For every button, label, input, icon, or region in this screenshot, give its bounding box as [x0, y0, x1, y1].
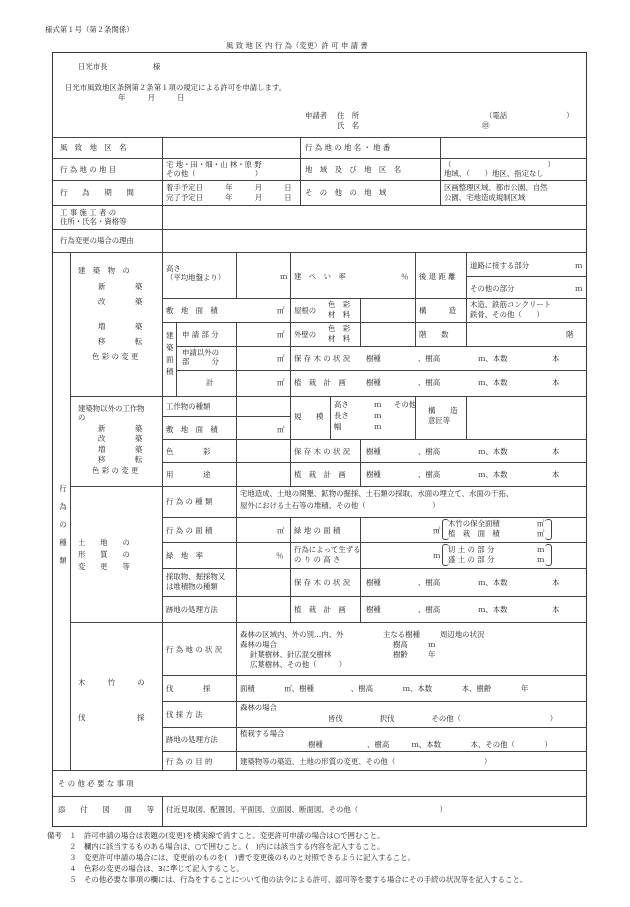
road-side-label: 道路に接する部分: [470, 261, 530, 270]
main-tree-label: 主なる樹種: [383, 630, 420, 639]
structure-kind-label: 工作物の種類: [166, 402, 211, 411]
act-area-unit: ㎡: [277, 526, 285, 535]
fill-label: 盛 土 の 部 分: [448, 555, 495, 564]
area-name-label: 風 致 地 区 名: [60, 143, 127, 152]
other-side-unit: ｍ: [575, 284, 583, 293]
felling-state-2: 森林の場合: [240, 640, 277, 649]
structure-options-1[interactable]: 木造、鉄筋コンクリート: [470, 300, 552, 309]
structure-options-2[interactable]: 鉄骨、その他（ ）: [470, 310, 544, 319]
applicant-address-label: 住 所: [337, 111, 360, 120]
structure-planting-count[interactable]: ｍ、本数: [478, 470, 508, 479]
scale-length-label: 長さ: [334, 411, 349, 420]
addressee: 日光市長: [78, 62, 108, 71]
wall-color-label: 色 彩: [328, 324, 351, 333]
other-area-options-2[interactable]: 公園、宅地造成規制区域: [444, 193, 526, 202]
other-part-label-1: 申請以外の: [182, 348, 219, 357]
roof-material-label: 材 料: [328, 310, 351, 319]
building-label-4: 増 築: [98, 322, 143, 331]
other-area-label: そ の 他 の 地 域: [305, 188, 387, 197]
other-part-unit: ㎡: [277, 354, 285, 363]
felling-label-1: 木 竹 の: [78, 678, 145, 687]
zone-input[interactable]: （ ）: [444, 160, 555, 169]
fell-label: 伐 採: [166, 684, 211, 693]
green-rate-label: 緑 地 率: [166, 551, 203, 560]
applied-part-label: 申 請 部 分: [182, 330, 219, 339]
act-area-label: 行 為 の 面 積: [166, 526, 213, 535]
preserved-tree-unit: 本: [552, 354, 560, 363]
preserved-tree-label: 保 存 木 の 状 況: [294, 354, 351, 363]
building-label-5: 移 転: [98, 337, 143, 346]
roof-label: 屋根の: [294, 306, 317, 315]
other-side-label: その他の部分: [470, 284, 515, 293]
structure-tree-count[interactable]: ｍ、本数: [478, 447, 508, 456]
form-title: 風 致 地 区 内 行 為（変更）許 可 申 請 書: [226, 41, 368, 50]
period-label: 行 為 期 間: [60, 188, 134, 197]
structure-planting-species[interactable]: 樹種: [366, 470, 381, 479]
land-planting-count[interactable]: ｍ、本数: [478, 605, 508, 614]
building-label-3: 改 築: [98, 297, 143, 306]
structure-other-label-5: 増 築: [98, 445, 143, 454]
height-label: 高さ: [166, 264, 181, 273]
zone-label: 地 域 及 び 地 区 名: [305, 165, 402, 174]
stories-unit: 階: [566, 330, 574, 339]
felling-state-label: 行 為 地 の 状 況: [166, 645, 223, 654]
coverage-unit: ％: [401, 272, 409, 281]
structure-tree-height[interactable]: 、樹高: [418, 447, 441, 456]
note-2: ２ 欄内に該当するものある場合は、○で囲むこと。( )内には該当する内容を記入すること。: [47, 842, 385, 851]
zone-options[interactable]: 地域、（ ）地区、指定なし: [444, 169, 544, 178]
structure-site-area-label: 敷 地 面 積: [166, 425, 218, 434]
pile-label-1: 採取物、掘採物又: [166, 572, 226, 581]
height-unit: ｍ: [280, 272, 288, 281]
land-tree-height[interactable]: 、樹高: [418, 578, 441, 587]
reason-label: 行為変更の場合の理由: [60, 236, 134, 245]
form-number: 様式第１号（第２条関係）: [45, 25, 134, 34]
roof-color-label: 色 彩: [328, 300, 351, 309]
coverage-label: 建 ぺ い 率: [294, 272, 346, 281]
scale-label: 規 模: [294, 412, 324, 421]
land-preserved-label: 保 存 木 の 状 況: [294, 578, 351, 587]
attachments-label: 添 付 図 面 等: [58, 805, 155, 814]
attachments-options[interactable]: 付近見取図、配置図、平面図、立面図、断面図、その他（ ）: [166, 805, 447, 814]
cut-unit: ｍ: [537, 545, 545, 554]
land-planting-unit: 本: [552, 605, 560, 614]
green-area-unit: ㎡: [433, 526, 441, 535]
building-label-2: 新 築: [98, 282, 143, 291]
design-label-2: 意匠等: [428, 416, 451, 425]
planting-species[interactable]: 樹種: [366, 378, 381, 387]
land-label-3: 変 更 等: [78, 562, 130, 571]
forest-preserve-unit: ㎡: [537, 519, 545, 528]
applicant-label: 申請者: [305, 111, 328, 120]
structure-other-label-6: 移 転: [98, 455, 143, 464]
land-category-other[interactable]: その他（ ）: [166, 169, 263, 178]
structure-planting-height[interactable]: 、樹高: [418, 470, 441, 479]
intro-text: 日光市風致地区条例第２条第１項の規定による許可を申請します。: [65, 83, 287, 92]
planting-count[interactable]: ｍ、本数: [478, 378, 508, 387]
fell-after-1: 植栽する場合: [240, 729, 285, 738]
site-area-unit: ㎡: [277, 306, 285, 315]
note-5: ５ その他必要な事項の欄には、行為をすることについて他の法令による許可、認可等を要する場合にその手続の状況等を記入すること。: [47, 875, 528, 884]
fell-after-label: 跡地の処理方法: [166, 735, 218, 744]
preserved-tree-count[interactable]: ｍ、本数: [478, 354, 508, 363]
other-matters-label: そ の 他 必 要 な 事 項: [58, 779, 134, 788]
road-unit: ｍ: [575, 261, 583, 270]
preserved-tree-height[interactable]: 、樹高: [418, 354, 441, 363]
land-planting-height[interactable]: 、樹高: [418, 605, 441, 614]
cut-label: 切 土 の 部 分: [448, 545, 495, 554]
structure-tree-species[interactable]: 樹種: [366, 447, 381, 456]
felling-label-2: 伐 採: [78, 713, 145, 722]
land-tree-count[interactable]: ｍ、本数: [478, 578, 508, 587]
pile-label-2: は堆積物の種類: [166, 582, 218, 591]
land-kind-label: 行 為 の 種 類: [166, 497, 213, 506]
main-tree-age-unit: 年: [428, 650, 436, 659]
height-sub-label: （平均地盤より）: [166, 273, 226, 282]
plant-area-unit: ㎡: [537, 529, 545, 538]
applied-part-unit: ㎡: [277, 330, 285, 339]
land-category-options[interactable]: 宅 地・田・畑・山 林・原 野: [166, 160, 262, 169]
structure-color-label: 色 彩: [166, 447, 211, 456]
plant-area-label: 植 栽 面 積: [448, 529, 500, 538]
application-date[interactable]: 年 月 日: [118, 93, 185, 102]
note-1: 備考 １ 許可申請の場合は表題の(変更)を横実線で消すこと。変更許可申請の場合は○で囲むこと。: [47, 831, 385, 840]
land-tree-unit: 本: [552, 578, 560, 587]
land-after-label: 跡地の処理方法: [166, 605, 218, 614]
start-date[interactable]: 着手予定日 年 月 日: [166, 183, 292, 192]
preserved-tree-species[interactable]: 樹種: [366, 354, 381, 363]
site-area-label: 敷 地 面 積: [166, 306, 218, 315]
scale-height-unit: ｍ: [374, 400, 382, 409]
note-3: ３ 変更許可申請の場合には、変更前のものを( )書で変更後のものと対照できるように記入すること。: [47, 853, 415, 862]
fell-details[interactable]: 面積 ㎡、樹種 、樹高 ｍ、本数 本、樹齢 年: [240, 684, 529, 693]
land-label-2: 形 質 の: [78, 550, 130, 559]
structure-tree-unit: 本: [552, 447, 560, 456]
main-tree-height-unit: ｍ: [428, 640, 436, 649]
planting-unit: 本: [552, 378, 560, 387]
contractor-label-2: 住所・氏名・資格等: [60, 217, 127, 226]
structure-site-area-unit: ㎡: [277, 425, 285, 434]
stories-label: 階 数: [419, 330, 449, 339]
seal-mark: ㊞: [482, 121, 490, 130]
slope-label-1: 行為によって生ずる: [294, 545, 361, 554]
wall-material-label: 材 料: [328, 334, 351, 343]
building-label-6: 色 彩 の 変 更: [92, 352, 139, 361]
around-label: 周辺地の状況: [440, 630, 485, 639]
design-label-1: 構 造: [428, 406, 458, 415]
purpose-label: 行 為 の 目 的: [166, 757, 213, 766]
structure-planting-label: 植 栽 計 画: [294, 470, 346, 479]
building-label-1: 建 築 物 の: [78, 266, 130, 275]
purpose-options[interactable]: 建築物等の築造、土地の形質の変更、その他（ ）: [240, 757, 492, 766]
scale-height-label: 高さ: [334, 400, 349, 409]
land-kind-options-1[interactable]: 宅地造成、土地の開墾、鉱物の掘採、土石類の採取、水面の埋立て、水面の干拓、: [240, 489, 514, 498]
main-tree-age-label: 樹齢: [393, 650, 408, 659]
land-label-1: 土 地 の: [78, 538, 130, 547]
structure-other-label-7: 色 彩 の 変 更: [92, 466, 139, 475]
total-label: 計: [206, 378, 214, 387]
end-date[interactable]: 完了予定日 年 月 日: [166, 193, 292, 202]
total-unit: ㎡: [277, 378, 285, 387]
main-tree-height-label: 樹高: [393, 640, 408, 649]
structure-other-label-1: 建築物以外の工作物: [78, 404, 145, 413]
fell-method-2[interactable]: 皆伐 択伐 その他（ ）: [328, 714, 558, 723]
structure-preserved-label: 保 存 木 の 状 況: [294, 447, 351, 456]
applicant-tel[interactable]: （電話 ）: [485, 111, 574, 120]
planting-height[interactable]: 、樹高: [418, 378, 441, 387]
felling-state-1[interactable]: 森林の区域内、外の別…内、外: [240, 630, 344, 639]
fell-after-2[interactable]: 樹種 、樹高 ｍ、本数 本、その他（ ）: [308, 740, 552, 749]
land-planting-label: 植 栽 計 画: [294, 605, 346, 614]
applicant-name-label: 氏 名: [337, 121, 360, 130]
other-part-label-2: 部 分: [182, 357, 219, 366]
land-kind-options-2[interactable]: 屋外における土石等の堆積、その他（ ）: [240, 501, 440, 510]
felling-state-3[interactable]: 針葉樹林、針広混交樹林: [250, 650, 332, 659]
fill-unit: ｍ: [537, 555, 545, 564]
scale-other-label: その他: [394, 400, 417, 409]
land-tree-species[interactable]: 樹種: [366, 578, 381, 587]
structure-other-label-4: 改 築: [98, 434, 143, 443]
felling-state-4[interactable]: 広葉樹林、その他（ ）: [250, 660, 347, 669]
scale-width-unit: ｍ: [374, 422, 382, 431]
note-4: ４ 色彩の変更の場合は、3に準じて記入すること。: [47, 864, 244, 873]
structure-use-label: 用 途: [166, 470, 211, 479]
slope-label-2: の り の 高 さ: [294, 555, 341, 564]
green-rate-unit: ％: [276, 551, 284, 560]
forest-preserve-label: 木竹の保全面積: [448, 519, 500, 528]
land-category-label: 行 為 地 の 地 目: [60, 165, 117, 174]
structure-planting-unit: 本: [552, 470, 560, 479]
structure-label: 構 造: [419, 306, 456, 315]
land-planting-species[interactable]: 樹種: [366, 605, 381, 614]
scale-length-unit: ｍ: [374, 411, 382, 420]
other-area-options-1[interactable]: 区画整理区域、都市公園、自然: [444, 183, 548, 192]
site-label: 行 為 地 の 地 名 ・ 地 番: [305, 143, 391, 152]
green-area-label: 緑 地 の 面 積: [294, 526, 341, 535]
fell-method-1: 森林の場合: [240, 703, 277, 712]
setback-label: 後 退 距 離: [419, 272, 456, 281]
scale-width-label: 幅: [334, 422, 342, 431]
structure-other-label-3: 新 築: [98, 424, 143, 433]
kind-of-act-label: 行為の種類: [59, 484, 67, 565]
contractor-label-1: 工 事 施 工 者 の: [60, 208, 117, 217]
floor-area-label: 建築面積: [166, 331, 174, 376]
planting-plan-label: 植 栽 計 画: [294, 378, 346, 387]
structure-other-label-2: の: [78, 413, 86, 422]
honorific: 様: [153, 62, 161, 71]
fell-method-label: 伐 採 方 法: [166, 710, 203, 719]
wall-label: 外壁の: [294, 330, 317, 339]
slope-unit: ｍ: [433, 551, 441, 560]
